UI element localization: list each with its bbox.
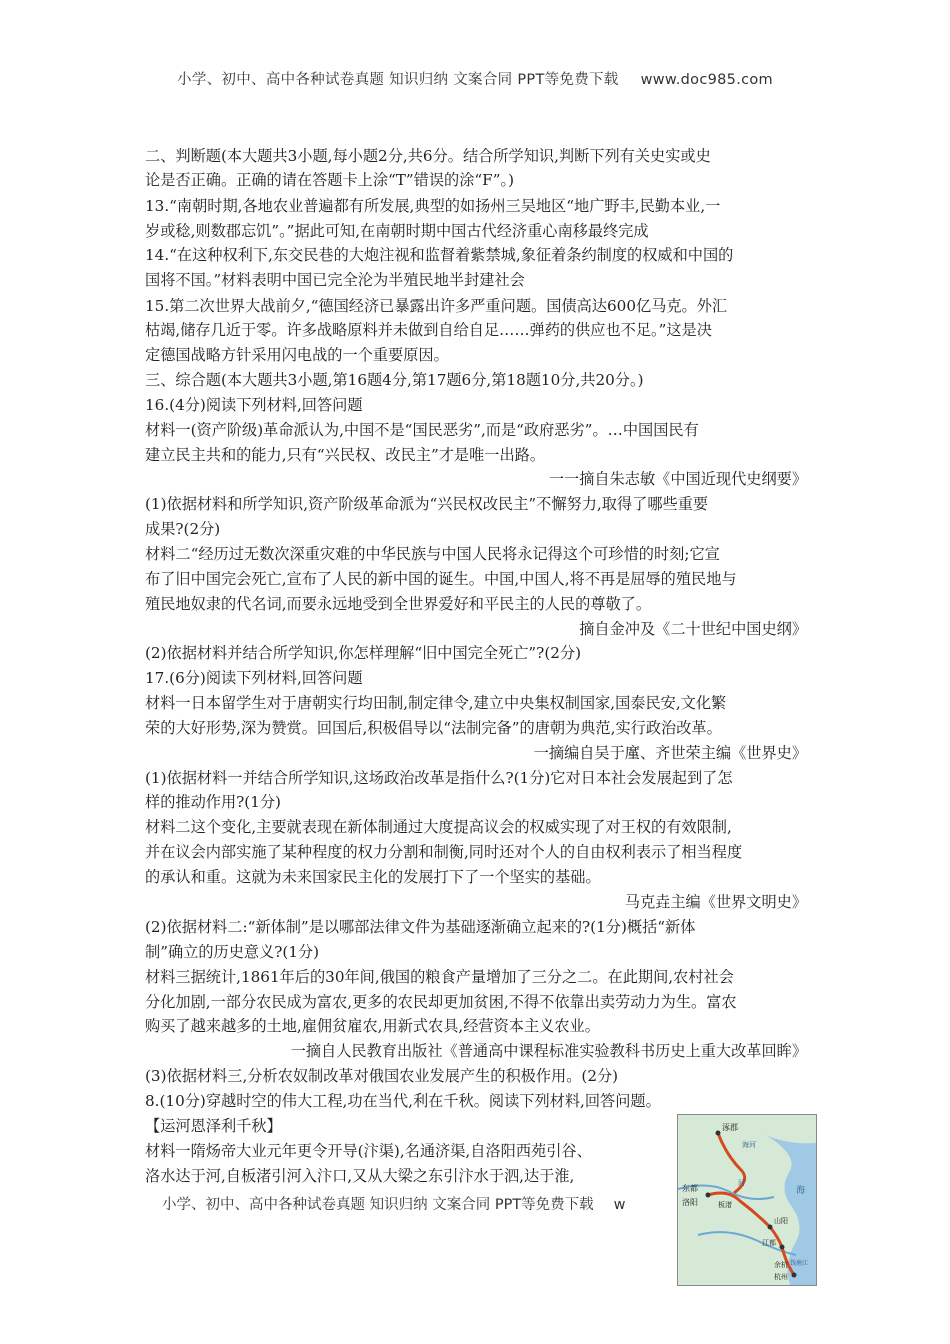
text-line: 枯竭,储存几近于零。许多战略原料并未做到自给自足……弹药的供应也不足。”这是决 <box>145 321 712 339</box>
map-label: 杭州 <box>774 1273 788 1281</box>
citation: 马克垚主编《世界文明史》 <box>624 893 807 911</box>
map-city-marker <box>792 1273 797 1278</box>
text-line: 材料一日本留学生对于唐朝实行均田制,制定律令,建立中央集权制国家,国泰民安,文化繁 <box>145 694 727 712</box>
text-line: 二、判断题(本大题共3小题,每小题2分,共6分。结合所学知识,判断下列有关史实或史 <box>145 147 711 165</box>
text-line: 材料一隋炀帝大业元年更令开导(汴渠),名通济渠,自洛阳西苑引谷、 <box>145 1142 592 1160</box>
text-line: 殖民地奴隶的代名词,而要永远地受到全世界爱好和平民主的人民的尊敬了。 <box>145 595 652 613</box>
map-label: 余杭 <box>774 1261 788 1269</box>
text-line: 并在议会内部实施了某种程度的权力分割和制衡,同时还对个人的自由权利表示了相当程度 <box>145 843 743 861</box>
citation: 一摘编自吴于廑、齐世荣主编《世界史》 <box>533 744 807 762</box>
text-line: (3)依据材料三,分析农奴制改革对俄国农业发展产生的积极作用。(2分) <box>145 1067 619 1085</box>
map-label: 海 <box>796 1186 806 1196</box>
text-line: 14.“在这种权利下,东交民巷的大炮注视和监督着紫禁城,象征着条约制度的权威和中国的 <box>145 246 734 264</box>
text-line: (2)依据材料并结合所学知识,你怎样理解“旧中国完全死亡”?(2分) <box>145 644 582 662</box>
text-line: 材料二“经历过无数次深重灾难的中华民族与中国人民将永记得这个可珍惜的时刻;它宣 <box>145 545 720 563</box>
map-label: 山阳 <box>774 1217 788 1225</box>
text-line: 材料一(资产阶级)革命派认为,中国不是“国民恶劣”,而是“政府恶劣”。…中国国民有 <box>145 421 699 439</box>
map-city-marker <box>716 1131 721 1136</box>
map-label: 钱塘江 <box>790 1260 809 1267</box>
text-line: 样的推动作用?(1分) <box>145 793 281 811</box>
map-city-marker <box>768 1225 773 1230</box>
map-label: 海河 <box>742 1141 756 1149</box>
header-text: 小学、初中、高中各种试卷真题 知识归纳 文案合同 PPT等免费下载 <box>177 72 619 88</box>
citation: 一一摘自朱志敏《中国近现代史纲要》 <box>548 470 807 488</box>
header-url[interactable]: www.doc985.com <box>640 72 773 88</box>
text-line: 的承认和重。这就为未来国家民主化的发展打下了一个坚实的基础。 <box>145 868 601 886</box>
map-label: 东都 <box>682 1184 698 1193</box>
text-line: 16.(4分)阅读下列材料,回答问题 <box>145 396 363 414</box>
text-line: 17.(6分)阅读下列材料,回答问题 <box>145 669 363 687</box>
text-line: (1)依据材料一并结合所学知识,这场政治改革是指什么?(1分)它对日本社会发展起到了怎 <box>145 769 733 787</box>
text-line: 购买了越来越多的土地,雇佣贫雇农,用新式农具,经营资本主义农业。 <box>145 1017 600 1035</box>
text-line: 8.(10分)穿越时空的伟大工程,功在当代,利在千秋。阅读下列材料,回答问题。 <box>145 1092 661 1110</box>
text-line: (2)依据材料二:“新体制”是以哪部法律文件为基础逐渐确立起来的?(1分)概括“新体 <box>145 918 696 936</box>
map-label: 涿郡 <box>722 1123 738 1132</box>
map-label: 洛阳 <box>682 1198 698 1207</box>
text-line: 建立民主共和的能力,只有“兴民权、改民主”才是唯一出路。 <box>145 446 546 464</box>
map-graphic <box>678 1115 816 1285</box>
text-line: 制”确立的历史意义?(1分) <box>145 943 320 961</box>
map-label: 江都 <box>762 1239 776 1247</box>
page-header <box>0 68 950 89</box>
section-heading: 三、综合题(本大题共3小题,第16题4分,第17题6分,第18题10分,共20分。) <box>145 371 644 389</box>
footer-url[interactable]: w <box>613 1197 626 1213</box>
text-line: 布了旧中国完会死亡,宣布了人民的新中国的诞生。中国,中国人,将不再是屈辱的殖民地与 <box>145 570 737 588</box>
map-label: 河 <box>738 1179 745 1187</box>
section-heading: 【运河恩泽利千秋】 <box>145 1117 282 1135</box>
text-line: 分化加剧,一部分农民成为富农,更多的农民却更加贫困,不得不依靠出卖劳动力为生。富农 <box>145 993 737 1011</box>
text-line: 论是否正确。正确的请在答题卡上涂“T”错误的涂“F”。) <box>145 171 514 189</box>
text-line: 洛水达于河,自板渚引河入汴口,又从大梁之东引汴水于泗,达于淮, <box>145 1167 575 1185</box>
text-line: 荣的大好形势,深为赞赏。回国后,积极倡导以“法制完备”的唐朝为典范,实行政治改革。 <box>145 719 722 737</box>
page-footer <box>162 1193 626 1214</box>
text-line: 定德国战略方针采用闪电战的一个重要原因。 <box>145 346 449 364</box>
footer-text: 小学、初中、高中各种试卷真题 知识归纳 文案合同 PPT等免费下载 <box>162 1197 594 1213</box>
map-city-marker <box>780 1245 785 1250</box>
text-line: (1)依据材料和所学知识,资产阶级革命派为“兴民权改民主”不懈努力,取得了哪些重要 <box>145 495 709 513</box>
map-label: 板渚 <box>718 1201 732 1209</box>
text-line: 成果?(2分) <box>145 520 221 538</box>
text-line: 15.第二次世界大战前夕,“德国经济已暴露出许多严重问题。国债高达600亿马克。外汇 <box>145 297 728 315</box>
text-line: 材料二这个变化,主要就表现在新体制通过大度提高议会的权威实现了对王权的有效限制, <box>145 818 732 836</box>
text-line: 材料三据统计,1861年后的30年间,俄国的粮食产量增加了三分之二。在此期间,农村社会 <box>145 968 734 986</box>
map-city-marker <box>706 1193 711 1198</box>
citation: 摘自金冲及《二十世纪中国史纲》 <box>579 620 807 638</box>
text-line: 13.“南朝时期,各地农业普遍都有所发展,典型的如扬州三吴地区“地广野丰,民勤本业,一 <box>145 197 721 215</box>
citation: 一摘自人民教育出版社《普通高中课程标准实验教科书历史上重大改革回眸》 <box>290 1042 807 1060</box>
text-line: 国将不国。”材料表明中国已完全沦为半殖民地半封建社会 <box>145 271 525 289</box>
text-line: 岁或稔,则数郡忘饥”。”据此可知,在南朝时期中国古代经济重心南移最终完成 <box>145 222 649 240</box>
grand-canal-map <box>677 1114 817 1286</box>
